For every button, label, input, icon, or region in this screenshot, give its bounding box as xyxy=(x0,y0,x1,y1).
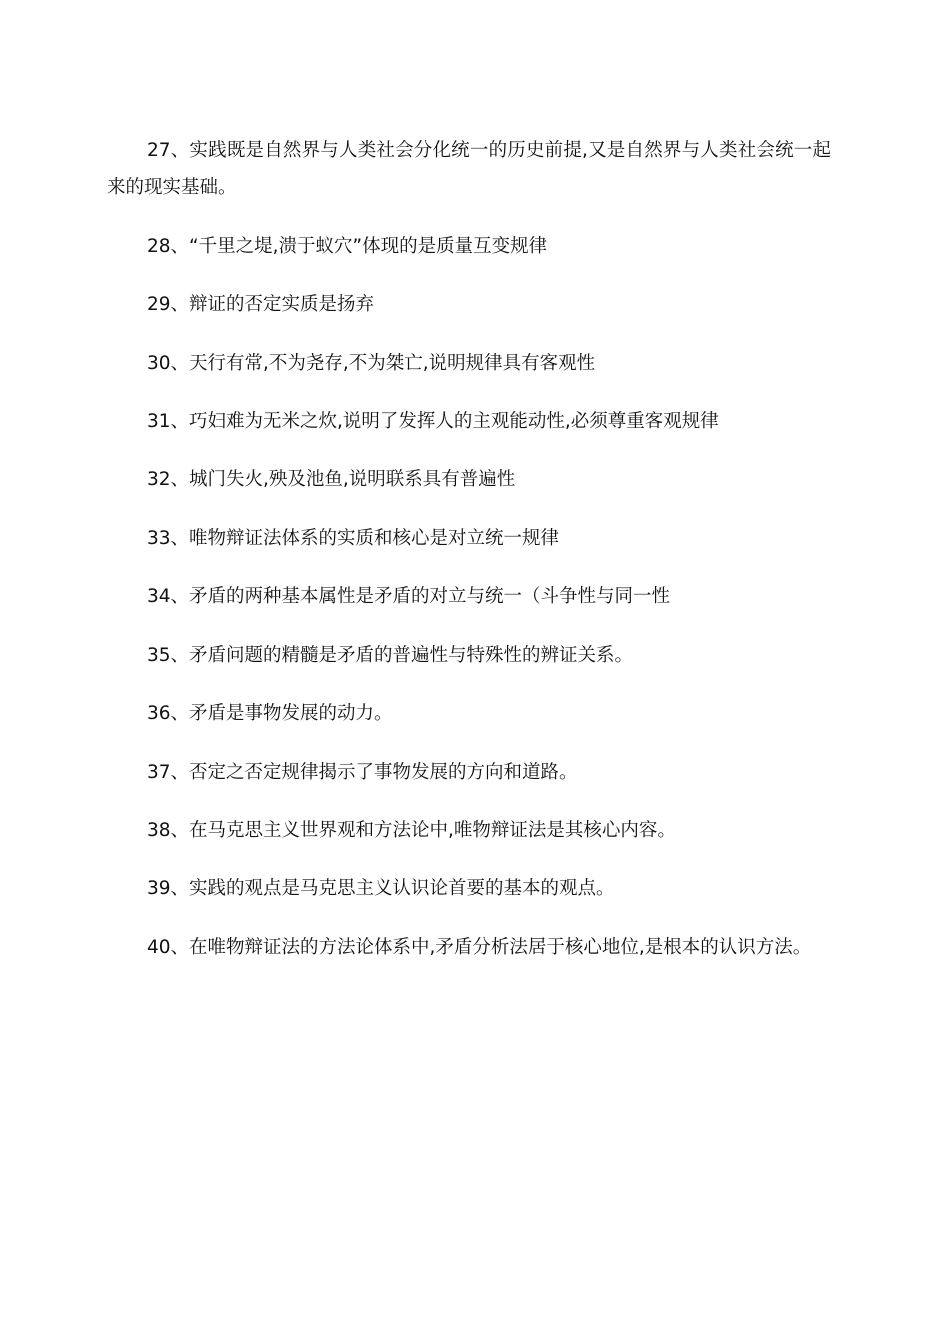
item-29: 29、辩证的否定实质是扬弃 xyxy=(147,294,375,315)
item-40: 40、在唯物辩证法的方法论体系中,矛盾分析法居于核心地位,是根本的认识方法。 xyxy=(147,937,812,958)
item-31: 31、巧妇难为无米之炊,说明了发挥人的主观能动性,必须尊重客观规律 xyxy=(147,411,719,432)
item-35: 35、矛盾问题的精髓是矛盾的普遍性与特殊性的辨证关系。 xyxy=(147,645,634,666)
item-27: 27、实践既是自然界与人类社会分化统一的历史前提,又是自然界与人类社会统一起来的现实基础。 xyxy=(107,140,831,198)
item-30: 30、天行有常,不为尧存,不为桀亡,说明规律具有客观性 xyxy=(147,353,596,374)
item-32: 32、城门失火,殃及池鱼,说明联系具有普遍性 xyxy=(147,469,516,490)
item-39: 39、实践的观点是马克思主义认识论首要的基本的观点。 xyxy=(147,878,615,899)
item-38: 38、在马克思主义世界观和方法论中,唯物辩证法是其核心内容。 xyxy=(147,820,676,841)
item-37: 37、否定之否定规律揭示了事物发展的方向和道路。 xyxy=(147,762,578,783)
item-33: 33、唯物辩证法体系的实质和核心是对立统一规律 xyxy=(147,528,560,549)
item-36: 36、矛盾是事物发展的动力。 xyxy=(147,703,393,724)
item-34: 34、矛盾的两种基本属性是矛盾的对立与统一（斗争性与同一性 xyxy=(147,586,671,607)
item-28: 28、“千里之堤,溃于蚁穴”体现的是质量互变规律 xyxy=(147,236,548,257)
